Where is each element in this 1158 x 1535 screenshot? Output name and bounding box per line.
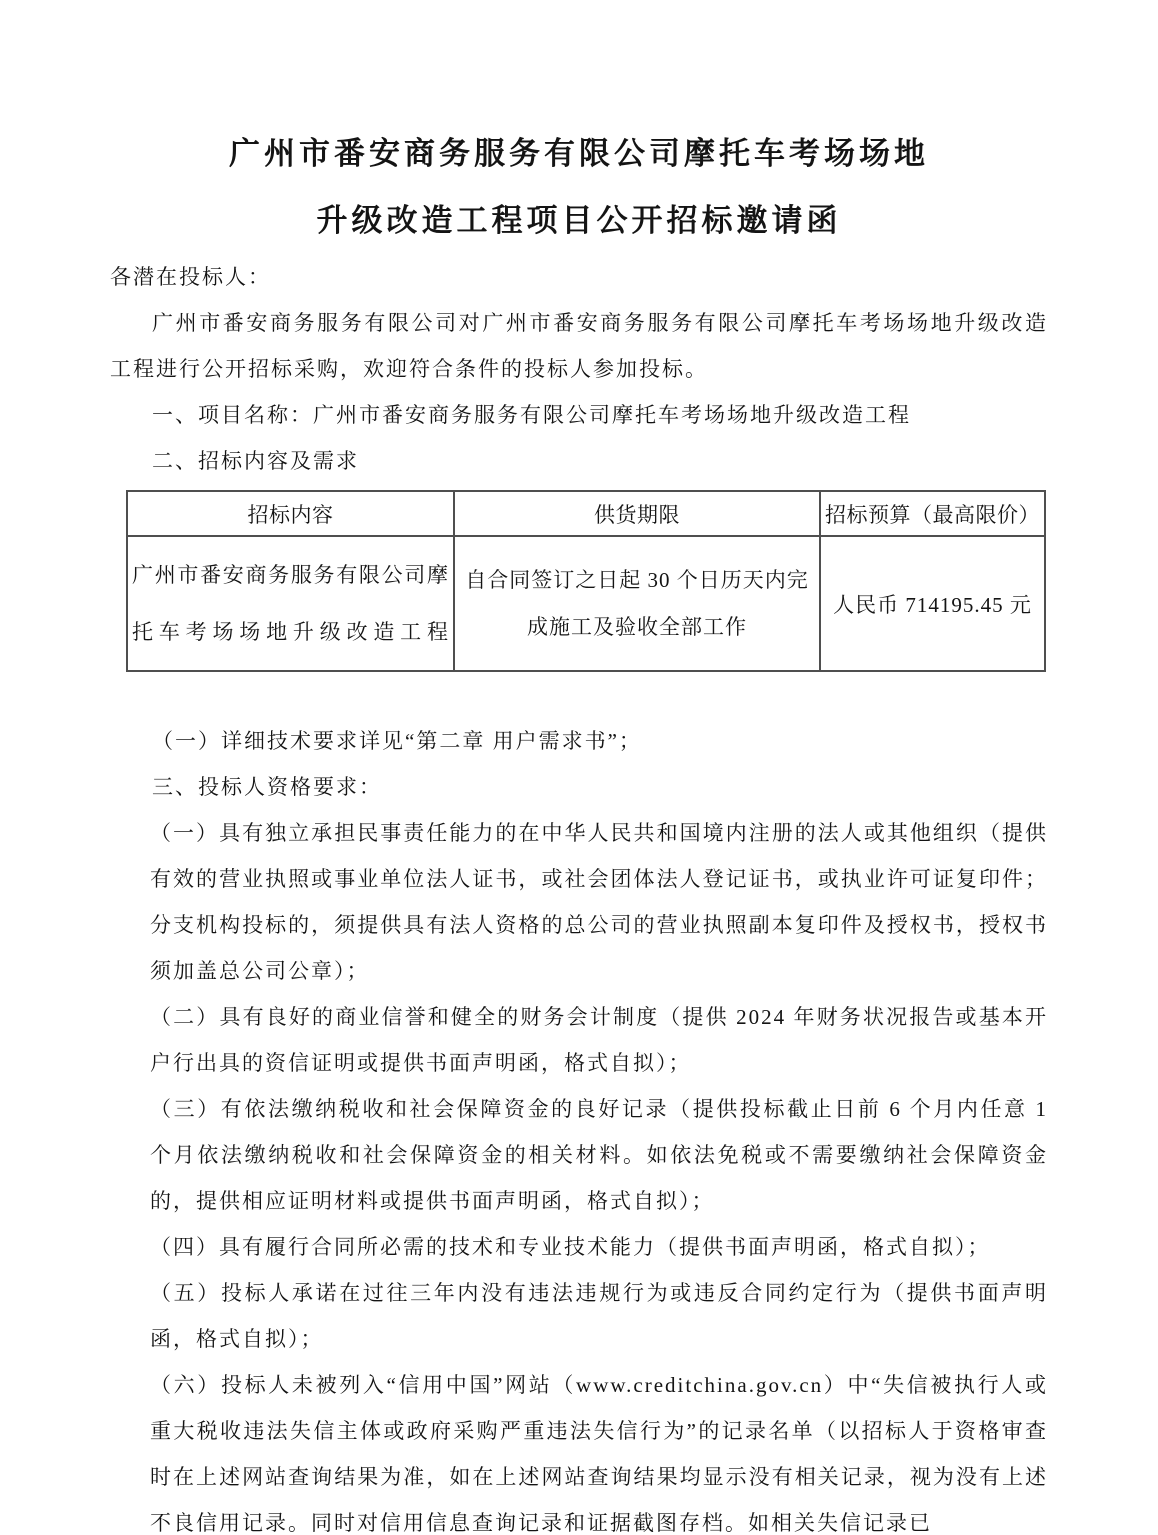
document-title (110, 0, 1048, 254)
table-header-tender-content: 招标内容 (127, 491, 454, 536)
table-header-budget: 招标预算（最高限价） (820, 491, 1045, 536)
tender-table-data-row (127, 536, 1045, 671)
qualification-item-4: （四）具有履行合同所必需的技术和专业技术能力（提供书面声明函，格式自拟）； (150, 1235, 991, 1259)
tech-requirement-note: （一）详细技术要求详见“第二章 用户需求书”； (152, 729, 642, 753)
qualification-item-2: （二）具有良好的商业信誉和健全的财务会计制度（提供 2024 年财务状况报告或基本开户行出具的资信证明或提供书面声明函，格式自拟）； (150, 1005, 1048, 1075)
table-cell-tender-content: 广州市番安商务服务有限公司摩托车考场场地升级改造工程 (127, 536, 454, 671)
tender-table (126, 490, 1046, 672)
qualification-item-1: （一）具有独立承担民事责任能力的在中华人民共和国境内注册的法人或其他组织（提供有效的营业执照或事业单位法人证书，或社会团体法人登记证书，或执业许可证复印件；分支机构投标的，须提供具有法人资格的总公司的营业执照副本复印件及授权书，授权书须加盖总公司公章）； (150, 821, 1048, 983)
qualification-item-3: （三）有依法缴纳税收和社会保障资金的良好记录（提供投标截止日前 6 个月内任意 1 个月依法缴纳税收和社会保障资金的相关材料。如依法免税或不需要缴纳社会保障资金的，提供相应证明材料或提供书面声明函，格式自拟）； (150, 1097, 1048, 1213)
section-3-title: 三、投标人资格要求： (152, 775, 382, 799)
table-cell-delivery-period: 自合同签订之日起 30 个日历天内完成施工及验收全部工作 (454, 536, 820, 671)
document-title-line-2: 升级改造工程项目公开招标邀请函 (316, 203, 842, 238)
intro-paragraph: 广州市番安商务服务有限公司对广州市番安商务服务有限公司摩托车考场场地升级改造工程进行公开招标采购，欢迎符合条件的投标人参加投标。 (110, 311, 1048, 381)
qualification-item-6: （六）投标人未被列入“信用中国”网站（www.creditchina.gov.cn）中“失信被执行人或重大税收违法失信主体或政府采购严重违法失信行为”的记录名单（以招标人于资格审查时在上述网站查询结果为准，如在上述网站查询结果均显示没有相关记录，视为没有上述不良信用记录。同时对信用信息查询记录和证据截图存档。如相关失信记录已 (150, 1373, 1048, 1535)
document-title-line-1: 广州市番安商务服务有限公司摩托车考场场地 (229, 136, 929, 171)
section-2-title: 二、招标内容及需求 (152, 449, 359, 473)
table-header-delivery-period: 供货期限 (454, 491, 820, 536)
qualification-item-5: （五）投标人承诺在过往三年内没有违法违规行为或违反合同约定行为（提供书面声明函，格式自拟）； (150, 1281, 1048, 1351)
table-cell-budget: 人民币 714195.45 元 (820, 536, 1045, 671)
section-1-title: 一、项目名称：广州市番安商务服务有限公司摩托车考场场地升级改造工程 (152, 403, 911, 427)
tender-table-header-row (127, 491, 1045, 536)
salutation: 各潜在投标人： (110, 265, 271, 289)
